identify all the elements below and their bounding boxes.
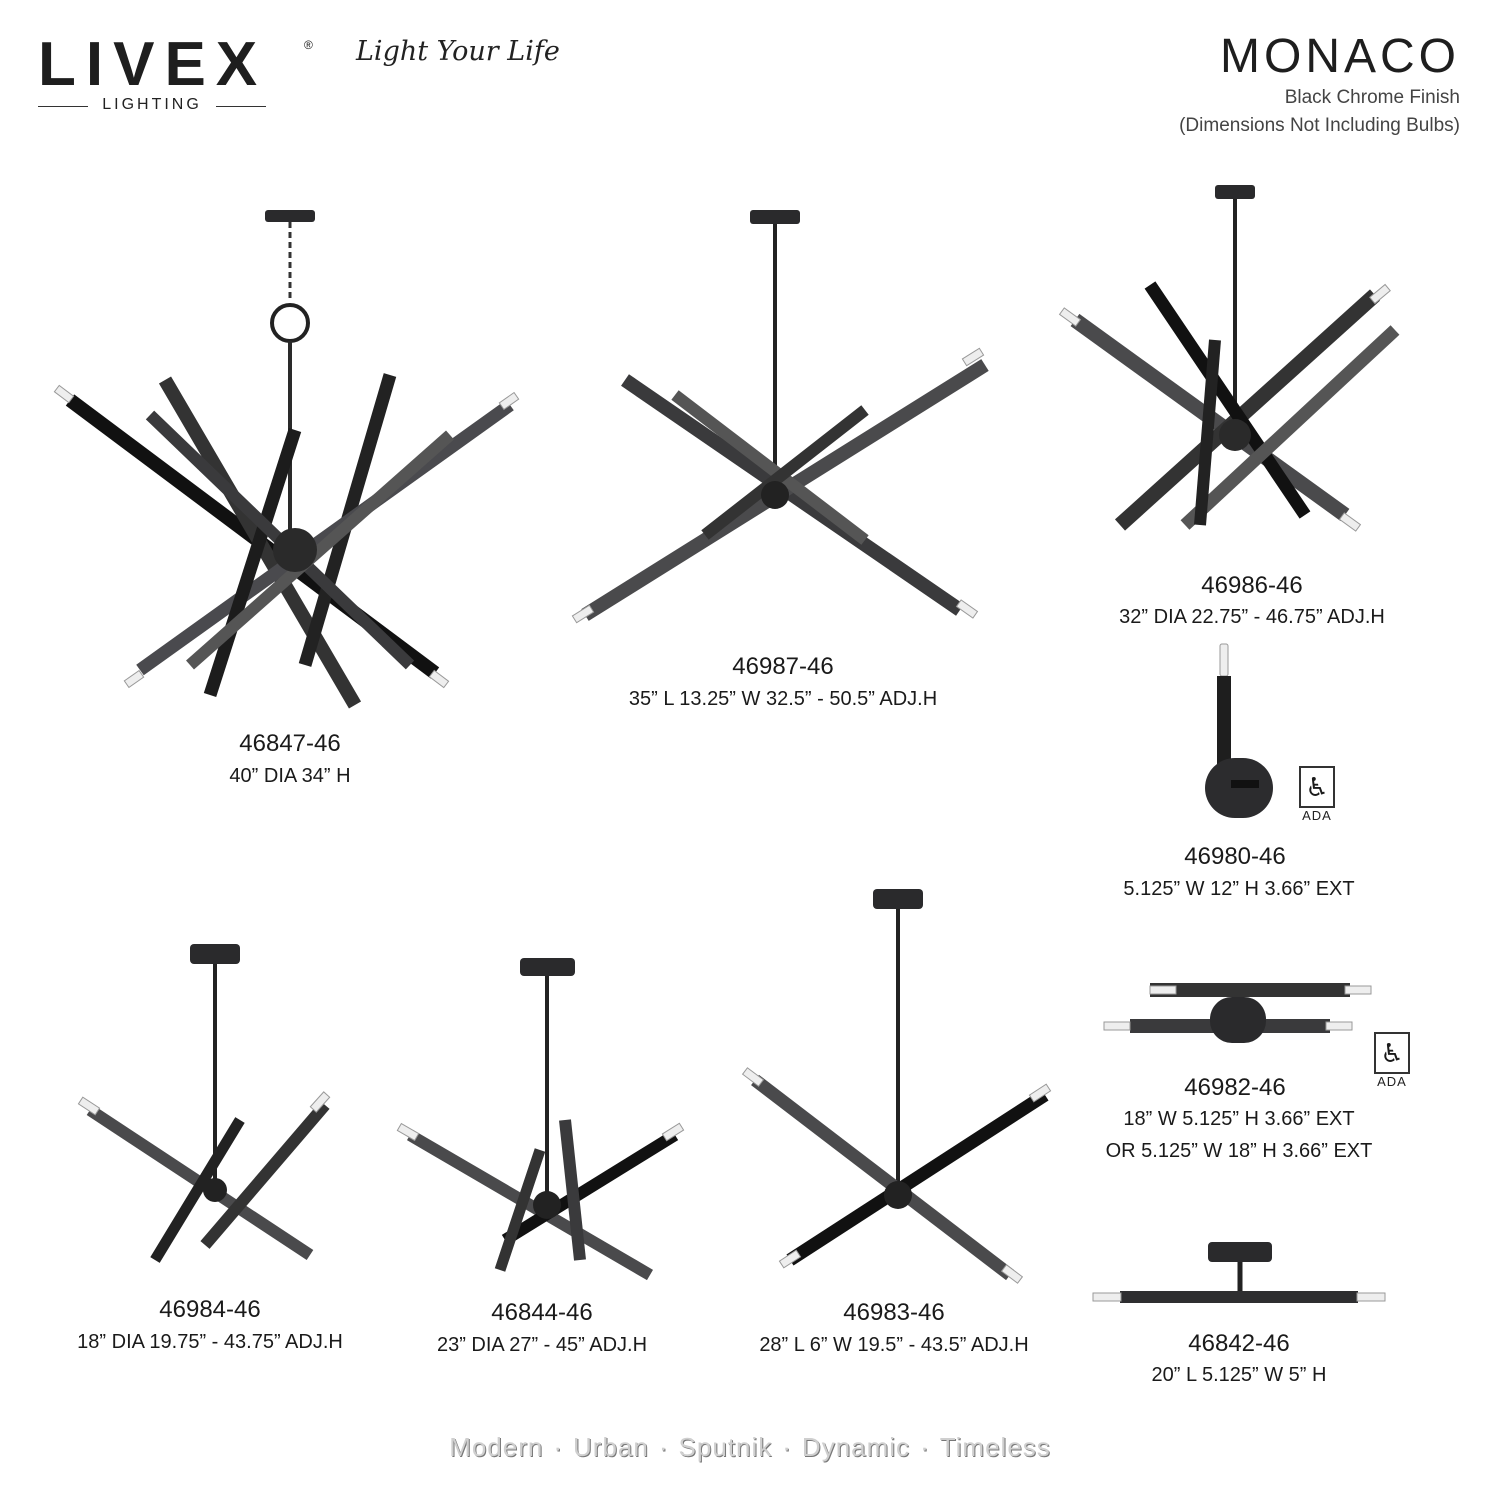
dims-46986: 32” DIA 22.75” - 46.75” ADJ.H: [1119, 606, 1385, 628]
footer-word: Urban: [573, 1432, 649, 1462]
sku-46980: 46980-46: [1184, 843, 1286, 870]
registered-mark: ®: [304, 38, 313, 52]
sku-46847: 46847-46: [239, 730, 341, 757]
sku-46986: 46986-46: [1201, 572, 1303, 599]
footer-word: Timeless: [939, 1432, 1051, 1462]
dims-46982-alt: OR 5.125” W 18” H 3.66” EXT: [1105, 1140, 1373, 1162]
brand-logo: [38, 30, 313, 113]
sku-46982: 46982-46: [1184, 1074, 1286, 1101]
footer-word: Dynamic: [801, 1432, 911, 1462]
sku-46987: 46987-46: [732, 653, 834, 680]
collection-name: MONACO: [1220, 30, 1460, 83]
footer-word: Modern: [449, 1432, 544, 1462]
fixture-46987-image: [565, 205, 1005, 635]
sku-46983: 46983-46: [843, 1299, 945, 1326]
sku-46842: 46842-46: [1188, 1330, 1290, 1357]
ada-label: ADA: [1377, 1074, 1407, 1089]
ada-badge-46982: [1372, 1032, 1412, 1089]
fixture-46983-image: [740, 885, 1060, 1285]
collection-header: [1179, 30, 1460, 140]
ada-badge-46980: [1297, 766, 1337, 823]
dims-46844: 23” DIA 27” - 45” ADJ.H: [436, 1334, 648, 1356]
fixture-46980-image: [1195, 640, 1285, 820]
fixture-46986-image: [1055, 180, 1415, 550]
dims-46982: 18” W 5.125” H 3.66” EXT: [1123, 1108, 1355, 1130]
dims-46842: 20” L 5.125” W 5” H: [1151, 1364, 1327, 1386]
fixture-46844-image: [395, 950, 695, 1290]
dims-46847: 40” DIA 34” H: [229, 765, 351, 787]
fixture-46984-image: [75, 940, 355, 1280]
dims-46987: 35” L 13.25” W 32.5” - 50.5” ADJ.H: [628, 688, 938, 710]
footer-word: Sputnik: [678, 1432, 773, 1462]
footer-separator: ·: [920, 1432, 930, 1462]
sku-46844: 46844-46: [491, 1299, 593, 1326]
fixture-46842-image: [1090, 1240, 1390, 1310]
footer-separator: ·: [553, 1432, 564, 1462]
collection-note: (Dimensions Not Including Bulbs): [1179, 115, 1460, 136]
brand-name: LIVEX: [38, 30, 268, 99]
sku-46984: 46984-46: [159, 1296, 261, 1323]
fixture-46847-image: [50, 205, 530, 715]
fixture-46982-image: [1100, 975, 1390, 1055]
dims-46980: 5.125” W 12” H 3.66” EXT: [1123, 878, 1355, 900]
brand-sub: LIGHTING: [38, 96, 266, 114]
dims-46984: 18” DIA 19.75” - 43.75” ADJ.H: [77, 1331, 343, 1353]
wheelchair-icon: ♿: [1299, 766, 1335, 808]
ada-label: ADA: [1302, 808, 1332, 823]
dims-46983: 28” L 6” W 19.5” - 43.5” ADJ.H: [759, 1334, 1029, 1356]
footer-keywords: [0, 1432, 1500, 1463]
tagline: Light Your Life: [356, 36, 560, 67]
footer-separator: ·: [782, 1432, 792, 1462]
wheelchair-icon: ♿: [1374, 1032, 1410, 1074]
footer-separator: ·: [658, 1432, 669, 1462]
collection-finish: Black Chrome Finish: [1284, 87, 1460, 108]
